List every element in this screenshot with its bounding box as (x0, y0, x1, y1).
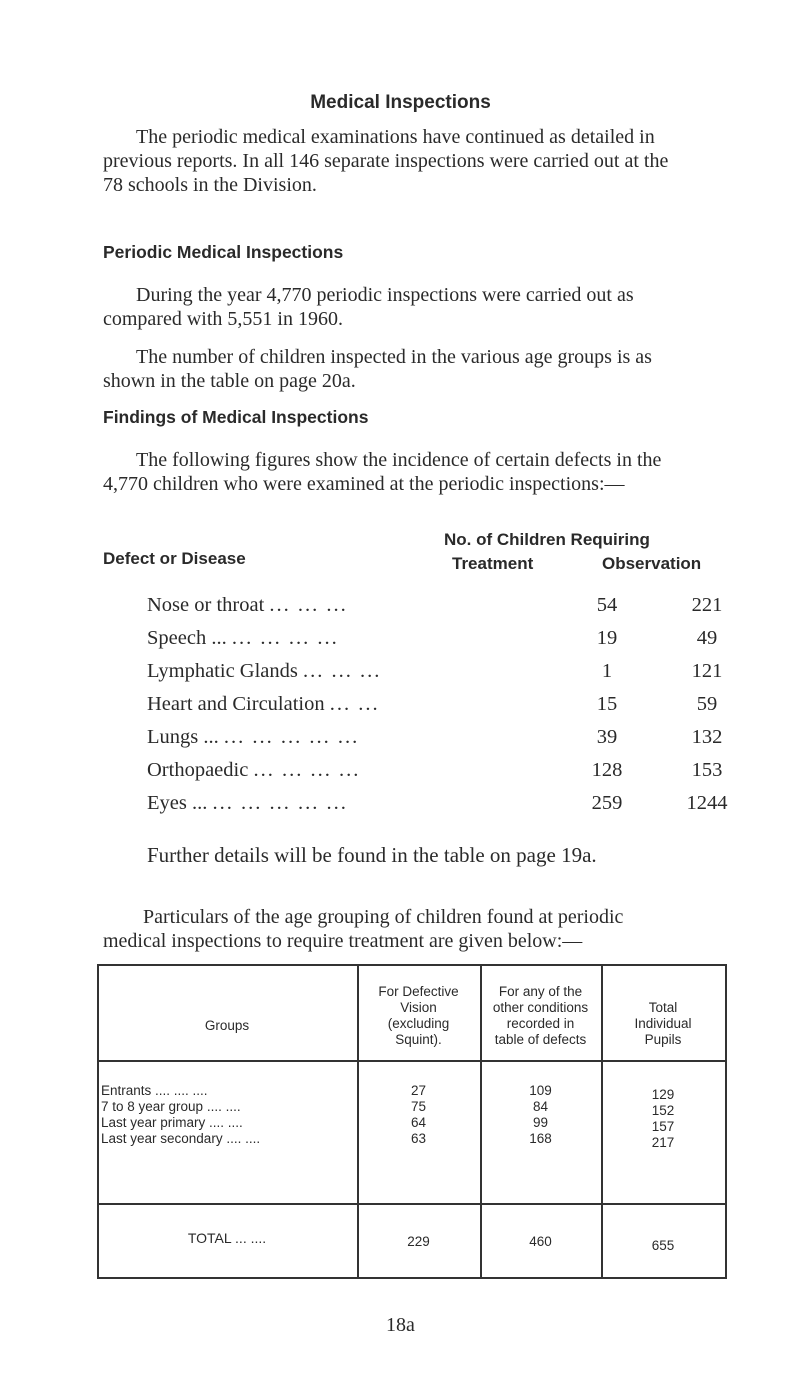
table-cell-other: 99 (532, 1115, 549, 1130)
table-cell-vision: 27 (410, 1083, 427, 1098)
table-total-other: 460 (529, 1234, 552, 1249)
observation-value: 49 (696, 627, 718, 649)
defect-row (147, 693, 747, 719)
page-title: Medical Inspections (310, 92, 491, 113)
table-row-group: Entrants .... .... .... (101, 1083, 208, 1098)
observation-value: 221 (691, 594, 723, 616)
defect-row (147, 594, 747, 620)
defect-row (147, 759, 747, 785)
intro-line-3: 78 schools in the Division. (103, 174, 317, 196)
defect-label: Heart and Circulation ... ... (147, 693, 380, 715)
page-number: 18a (386, 1314, 415, 1336)
observation-value: 132 (691, 726, 723, 748)
findings-paragraph (103, 448, 743, 496)
table-cell-other: 168 (529, 1131, 552, 1146)
table-cell-vision: 75 (410, 1099, 427, 1114)
periodic-p1-line-1: During the year 4,770 periodic inspections were carried out as (136, 284, 634, 306)
header-other: For any of the other conditions recorded in table of defects (492, 984, 589, 1047)
table-cell-total: 157 (651, 1119, 675, 1134)
table-row-group: Last year primary .... .... (101, 1115, 243, 1130)
table-cell-total: 152 (651, 1103, 675, 1118)
periodic-p1-line-2: compared with 5,551 in 1960. (103, 308, 343, 330)
defect-row (147, 660, 747, 686)
findings-line-1: The following figures show the incidence of certain defects in the (136, 449, 662, 471)
treatment-value: 54 (596, 594, 618, 616)
table-row-group: Last year secondary .... .... (101, 1131, 261, 1146)
treatment-value: 39 (596, 726, 618, 748)
table-cell-vision: 64 (410, 1115, 427, 1130)
particulars-line-2: medical inspections to require treatment are given below:— (103, 930, 583, 952)
table-cell-total: 129 (651, 1087, 675, 1102)
treatment-value: 128 (591, 759, 623, 781)
header-vision: For Defective Vision (excluding Squint). (378, 984, 459, 1047)
col-treatment-header: Treatment (452, 554, 534, 573)
intro-paragraph (103, 125, 743, 197)
table-total-label: TOTAL ... .... (187, 1230, 267, 1246)
particulars-paragraph (103, 905, 743, 953)
further-details: Further details will be found in the table on page 19a. (147, 843, 597, 867)
age-grouping-table (97, 964, 735, 1279)
col-observation-header: Observation (602, 554, 702, 573)
table-cell-other: 84 (532, 1099, 549, 1114)
table-right-border (725, 964, 727, 1279)
defect-label: Orthopaedic ... ... ... ... (147, 759, 361, 781)
table-header-rule (97, 1060, 725, 1062)
defect-label: Speech ... ... ... ... ... (147, 627, 339, 649)
treatment-value: 1 (601, 660, 613, 682)
particulars-line-1: Particulars of the age grouping of children found at periodic (143, 906, 624, 928)
defect-label: Lungs ... ... ... ... ... ... (147, 726, 360, 748)
periodic-paragraph-1 (103, 283, 743, 331)
treatment-value: 15 (596, 693, 618, 715)
defect-label: Eyes ... ... ... ... ... ... (147, 792, 348, 814)
col-defect-header: Defect or Disease (103, 549, 246, 568)
table-cell-other: 109 (529, 1083, 552, 1098)
table-row-group: 7 to 8 year group .... .... (101, 1099, 241, 1114)
intro-line-1: The periodic medical examinations have continued as detailed in (136, 126, 655, 148)
defect-label: Lymphatic Glands ... ... ... (147, 660, 382, 682)
defect-row (147, 726, 747, 752)
observation-value: 153 (691, 759, 723, 781)
table-bottom-border (97, 1277, 725, 1279)
observation-value: 59 (696, 693, 718, 715)
intro-line-2: previous reports. In all 146 separate inspections were carried out at the (103, 150, 669, 172)
findings-line-2: 4,770 children who were examined at the periodic inspections:— (103, 473, 625, 495)
table-cell-vision: 63 (410, 1131, 427, 1146)
periodic-p2-line-1: The number of children inspected in the various age groups is as (136, 346, 652, 368)
defect-label: Nose or throat ... ... ... (147, 594, 348, 616)
treatment-value: 259 (591, 792, 623, 814)
table-total-vision: 229 (407, 1234, 430, 1249)
treatment-value: 19 (596, 627, 618, 649)
observation-value: 121 (691, 660, 723, 682)
observation-value: 1244 (686, 792, 728, 814)
col-group-header: No. of Children Requiring (444, 530, 650, 549)
table-total-total: 655 (651, 1238, 675, 1253)
periodic-heading: Periodic Medical Inspections (103, 242, 344, 262)
header-groups: Groups (204, 1018, 250, 1033)
table-top-border (97, 964, 725, 966)
defect-row (147, 627, 747, 653)
table-body-rule (97, 1203, 725, 1205)
findings-heading: Findings of Medical Inspections (103, 407, 369, 427)
periodic-paragraph-2 (103, 345, 743, 393)
periodic-p2-line-2: shown in the table on page 20a. (103, 370, 356, 392)
table-cell-total: 217 (651, 1135, 675, 1150)
defect-row (147, 792, 747, 818)
header-total: Total Individual Pupils (634, 1000, 692, 1047)
